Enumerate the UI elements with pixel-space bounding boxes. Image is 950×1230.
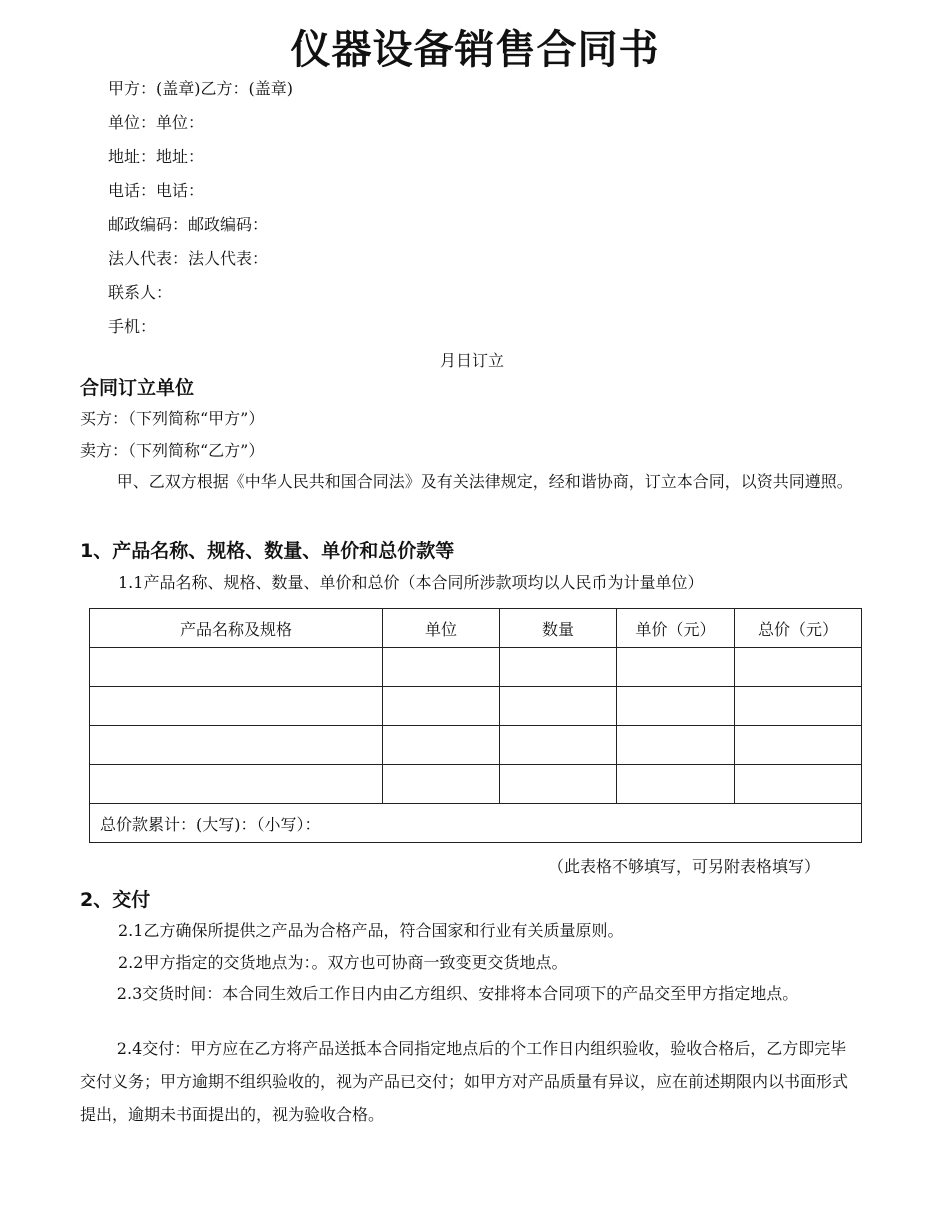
table-cell[interactable] xyxy=(90,687,383,726)
header-product-name: 产品名称及规格 xyxy=(90,609,383,648)
table-note: （此表格不够填写，可另附表格填写） xyxy=(548,857,821,876)
table-cell[interactable] xyxy=(383,726,500,765)
intro-paragraph: 甲、乙双方根据《中华人民共和国合同法》及有关法律规定，经和谐协商，订立本合同，以资共同遵照。 xyxy=(116,472,853,491)
party-legal-rep-line: 法人代表：法人代表： xyxy=(108,249,269,268)
table-cell[interactable] xyxy=(90,726,383,765)
table-cell[interactable] xyxy=(617,726,735,765)
seller-line: 卖方：（下列简称“乙方”） xyxy=(80,441,265,460)
clause-2-3: 2.3交货时间：本合同生效后工作日内由乙方组织、安排将本合同项下的产品交至甲方指定地点。 xyxy=(116,984,799,1003)
table-row xyxy=(90,726,862,765)
table-cell[interactable] xyxy=(735,726,862,765)
table-row xyxy=(90,687,862,726)
table-cell[interactable] xyxy=(500,765,617,804)
table-row xyxy=(90,648,862,687)
table-cell[interactable] xyxy=(383,687,500,726)
table-cell[interactable] xyxy=(90,765,383,804)
table-row xyxy=(90,765,862,804)
clause-2-2: 2.2甲方指定的交货地点为：。双方也可协商一致变更交货地点。 xyxy=(118,953,568,972)
total-amount-cell[interactable]: 总价款累计：(大写)：（小写）： xyxy=(90,804,862,843)
header-quantity: 数量 xyxy=(500,609,617,648)
section1-sub: 1.1产品名称、规格、数量、单价和总价（本合同所涉款项均以人民币为计量单位） xyxy=(118,573,704,592)
party-address-line: 地址：地址： xyxy=(108,147,205,166)
document-title: 仪器设备销售合同书 xyxy=(290,27,660,73)
party-postcode-line: 邮政编码：邮政编码： xyxy=(108,215,269,234)
table-cell[interactable] xyxy=(735,648,862,687)
clause-2-4: 2.4交付：甲方应在乙方将产品送抵本合同指定地点后的个工作日内组织验收，验收合格后，乙方即完毕交付义务；甲方逾期不组织验收的，视为产品已交付；如甲方对产品质量有异议，应在前述期限内以书面形式提出，逾期未书面提出的，视为验收合格。 xyxy=(80,1039,849,1124)
table-cell[interactable] xyxy=(500,687,617,726)
table-cell[interactable] xyxy=(383,765,500,804)
table-cell[interactable] xyxy=(383,648,500,687)
table-header-row xyxy=(90,609,862,648)
party-contact-line: 联系人： xyxy=(108,283,173,302)
clause-2-1: 2.1乙方确保所提供之产品为合格产品，符合国家和行业有关质量原则。 xyxy=(118,921,624,940)
header-unit: 单位 xyxy=(383,609,500,648)
product-table xyxy=(89,608,862,843)
section1-heading: 1、产品名称、规格、数量、单价和总价款等 xyxy=(80,540,455,562)
party-phone-line: 电话：电话： xyxy=(108,181,205,200)
table-cell[interactable] xyxy=(617,687,735,726)
party-seal-line: 甲方：(盖章)乙方：(盖章) xyxy=(108,79,293,98)
table-total-row xyxy=(90,804,862,843)
table-cell[interactable] xyxy=(90,648,383,687)
header-total-price: 总价（元） xyxy=(735,609,862,648)
table-cell[interactable] xyxy=(617,765,735,804)
table-cell[interactable] xyxy=(500,726,617,765)
table-cell[interactable] xyxy=(500,648,617,687)
party-mobile-line: 手机： xyxy=(108,317,157,336)
date-line: 月日订立 xyxy=(440,351,505,370)
section-parties-heading: 合同订立单位 xyxy=(80,377,195,399)
party-unit-line: 单位：单位： xyxy=(108,113,205,132)
table-cell[interactable] xyxy=(735,765,862,804)
header-unit-price: 单价（元） xyxy=(617,609,735,648)
table-cell[interactable] xyxy=(617,648,735,687)
buyer-line: 买方：（下列简称“甲方”） xyxy=(80,409,265,428)
table-cell[interactable] xyxy=(735,687,862,726)
section2-heading: 2、交付 xyxy=(80,889,151,911)
